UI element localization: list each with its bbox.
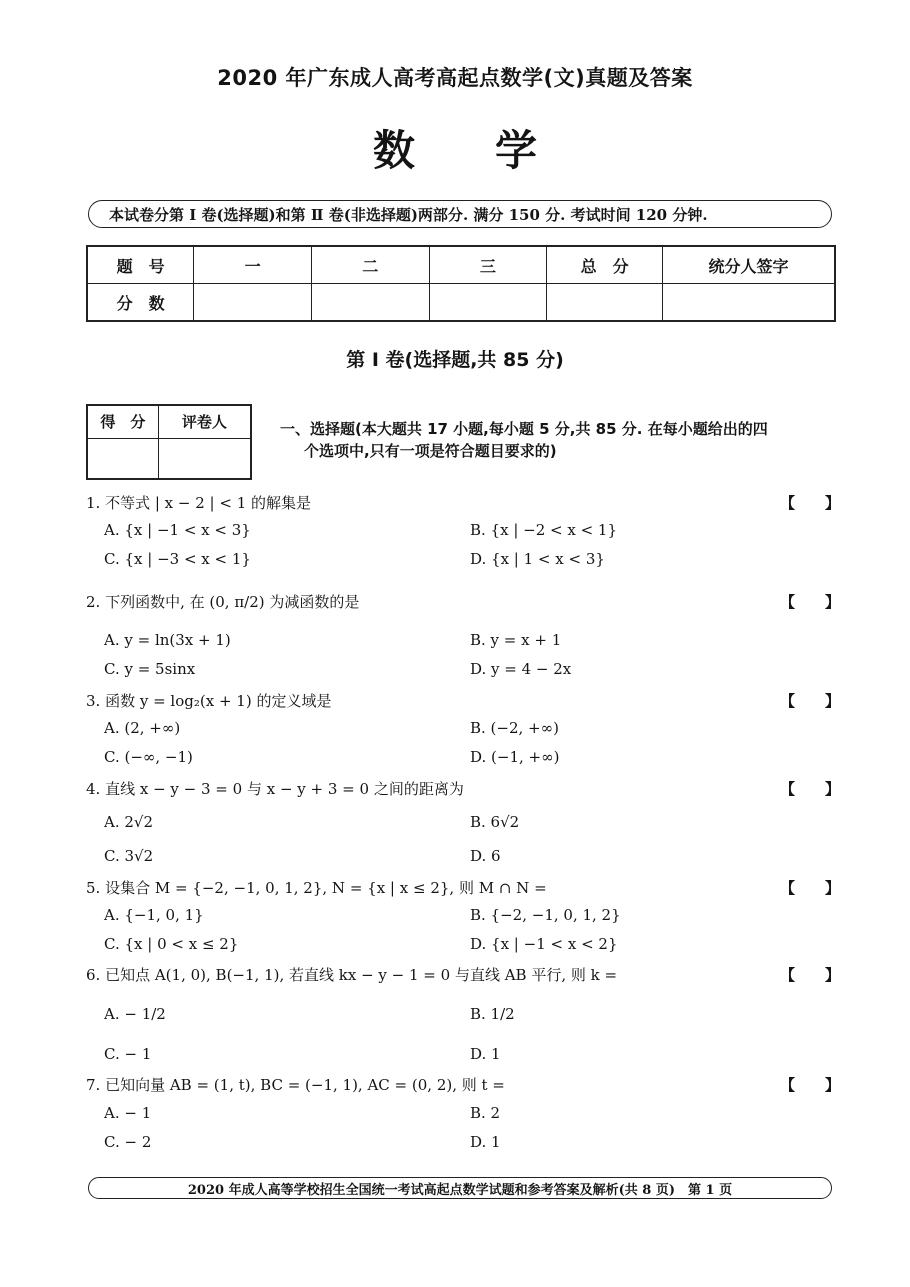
document-title: 2020 年广东成人高考高起点数学(文)真题及答案 bbox=[217, 66, 693, 90]
question-stem: 5. 设集合 M = {−2, −1, 0, 1, 2}, N = {x | x ≤ 2}, 则 M ∩ N = bbox=[86, 879, 547, 897]
instructions-line: 个选项中,只有一项是符合题目要求的) bbox=[304, 442, 557, 460]
option-d: D. 6 bbox=[470, 847, 501, 865]
score-entry-cell[interactable] bbox=[194, 284, 312, 322]
option-b: B. {−2, −1, 0, 1, 2} bbox=[470, 906, 621, 924]
option-a: A. 2√2 bbox=[104, 813, 154, 831]
option-a: A. {x | −1 < x < 3} bbox=[104, 521, 251, 539]
grader-entry-cell[interactable] bbox=[87, 438, 158, 479]
score-entry-cell[interactable] bbox=[662, 284, 835, 322]
option-c: C. (−∞, −1) bbox=[104, 748, 193, 766]
score-table-cell: 分 数 bbox=[87, 284, 194, 322]
option-c: C. − 2 bbox=[104, 1133, 152, 1151]
score-table-cell: 二 bbox=[311, 246, 429, 284]
option-a: A. − 1 bbox=[104, 1104, 152, 1122]
option-d: D. (−1, +∞) bbox=[470, 748, 560, 766]
exam-notice-text: 本试卷分第 Ⅰ 卷(选择题)和第 Ⅱ 卷(非选择题)两部分. 满分 150 分. 考试时间 120 分钟. bbox=[109, 205, 708, 224]
answer-bracket[interactable]: 【 】 bbox=[780, 780, 841, 798]
score-table-cell: 三 bbox=[429, 246, 547, 284]
grader-table bbox=[86, 404, 252, 480]
option-c: C. − 1 bbox=[104, 1045, 152, 1063]
question-stem: 3. 函数 y = log₂(x + 1) 的定义域是 bbox=[86, 692, 332, 710]
page-footer-text: 2020 年成人高等学校招生全国统一考试高起点数学试题和参考答案及解析(共 8 页) 第 1 页 bbox=[187, 1182, 733, 1198]
grader-table-entry-row bbox=[87, 438, 251, 479]
option-b: B. 2 bbox=[470, 1104, 501, 1122]
page-footer bbox=[88, 1177, 832, 1199]
option-c: C. 3√2 bbox=[104, 847, 154, 865]
answer-bracket[interactable]: 【 】 bbox=[780, 1076, 841, 1094]
question-stem: 4. 直线 x − y − 3 = 0 与 x − y + 3 = 0 之间的距离为 bbox=[86, 780, 464, 798]
score-table-cell: 统分人签字 bbox=[662, 246, 835, 284]
answer-bracket[interactable]: 【 】 bbox=[780, 593, 841, 611]
option-a: A. (2, +∞) bbox=[104, 719, 181, 737]
option-d: D. 1 bbox=[470, 1045, 501, 1063]
score-entry-cell[interactable] bbox=[547, 284, 663, 322]
exam-notice-box bbox=[88, 200, 832, 228]
option-a: A. − 1/2 bbox=[104, 1005, 166, 1023]
option-c: C. y = 5sinx bbox=[104, 660, 196, 678]
grader-table-cell: 评卷人 bbox=[158, 405, 251, 438]
option-a: A. y = ln(3x + 1) bbox=[104, 631, 231, 649]
score-table-header-row bbox=[87, 246, 835, 284]
grader-table-cell: 得 分 bbox=[87, 405, 158, 438]
option-b: B. 6√2 bbox=[470, 813, 520, 831]
answer-bracket[interactable]: 【 】 bbox=[780, 494, 841, 512]
option-d: D. {x | 1 < x < 3} bbox=[470, 550, 605, 568]
question-stem: 1. 不等式 | x − 2 | < 1 的解集是 bbox=[86, 494, 312, 512]
option-d: D. 1 bbox=[470, 1133, 501, 1151]
subject-heading: 数学 bbox=[372, 126, 617, 175]
score-table-cell: 题 号 bbox=[87, 246, 194, 284]
section-title: 第 Ⅰ 卷(选择题,共 85 分) bbox=[346, 349, 564, 371]
score-entry-cell[interactable] bbox=[311, 284, 429, 322]
answer-bracket[interactable]: 【 】 bbox=[780, 879, 841, 897]
option-c: C. {x | −3 < x < 1} bbox=[104, 550, 251, 568]
option-d: D. y = 4 − 2x bbox=[470, 660, 572, 678]
score-table-score-row bbox=[87, 284, 835, 322]
option-b: B. 1/2 bbox=[470, 1005, 515, 1023]
option-a: A. {−1, 0, 1} bbox=[104, 906, 204, 924]
score-table-cell: 总 分 bbox=[547, 246, 663, 284]
question-stem: 7. 已知向量 AB = (1, t), BC = (−1, 1), AC = (0, 2), 则 t = bbox=[86, 1076, 505, 1094]
option-b: B. {x | −2 < x < 1} bbox=[470, 521, 618, 539]
grader-table-header-row bbox=[87, 405, 251, 438]
score-entry-cell[interactable] bbox=[429, 284, 547, 322]
question-stem: 6. 已知点 A(1, 0), B(−1, 1), 若直线 kx − y − 1 = 0 与直线 AB 平行, 则 k = bbox=[86, 966, 618, 984]
answer-bracket[interactable]: 【 】 bbox=[780, 966, 841, 984]
option-c: C. {x | 0 < x ≤ 2} bbox=[104, 935, 239, 953]
option-d: D. {x | −1 < x < 2} bbox=[470, 935, 618, 953]
section-instructions bbox=[280, 418, 840, 462]
instructions-line: 一、选择题(本大题共 17 小题,每小题 5 分,共 85 分. 在每小题给出的四 bbox=[280, 420, 768, 438]
question-stem: 2. 下列函数中, 在 (0, π/2) 为减函数的是 bbox=[86, 593, 360, 611]
option-b: B. (−2, +∞) bbox=[470, 719, 559, 737]
score-table-cell: 一 bbox=[194, 246, 312, 284]
grader-entry-cell[interactable] bbox=[158, 438, 251, 479]
score-table bbox=[86, 245, 836, 322]
answer-bracket[interactable]: 【 】 bbox=[780, 692, 841, 710]
option-b: B. y = x + 1 bbox=[470, 631, 562, 649]
